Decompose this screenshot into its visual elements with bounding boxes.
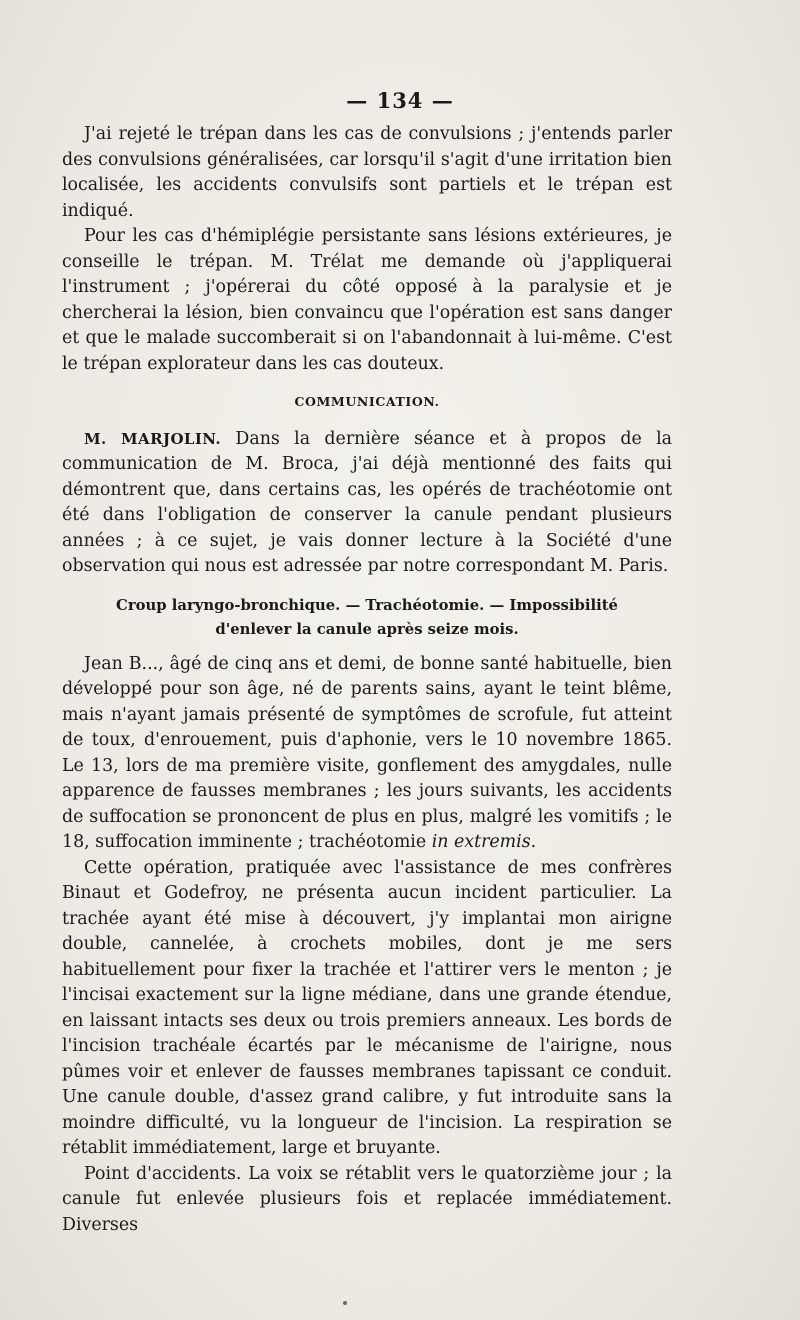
case-paragraph-1-text: Jean B..., âgé de cinq ans et demi, de bonne santé habituelle, bien développé pour son âge, né de parents sains, ayant le teint blême, mais n'ayant jamais présenté de symptômes de scrofule, fut atteint de toux, d'enrouement, puis d'aphonie, vers le 10 novembre 1865. Le 13, lors de ma première visite, gonflement des amygdales, nulle apparence de fausses membranes ; les jours suivants, les accidents de suffocation se prononcent de plus en plus, malgré les vomitifs ; le 18, suffocation imminente ; trachéotomie: [62, 653, 672, 852]
case-title-line-2: d'enlever la canule après seize mois.: [215, 620, 519, 638]
case-paragraph-1-italic: in extremis.: [431, 832, 537, 852]
intro-paragraph-1: J'ai rejeté le trépan dans les cas de convulsions ; j'entends parler des convulsions généralisées, car lorsqu'il s'agit d'une irritation bien localisée, les accidents convulsifs sont partiels et le trépan est indiqué.: [62, 124, 672, 221]
case-title-line-1: Croup laryngo-bronchique. — Trachéotomie. — Impossibilité: [116, 596, 618, 614]
ink-speck: [343, 1301, 347, 1305]
case-paragraph-3: Point d'accidents. La voix se rétablit vers le quatorzième jour ; la canule fut enlevée plusieurs fois et replacée immédiatement. Diverses: [62, 1163, 672, 1235]
case-paragraph-2: Cette opération, pratiquée avec l'assistance de mes confrères Binaut et Godefroy, ne présenta aucun incident particulier. La trachée ayant été mise à découvert, j'y implantai mon airigne double, cannelée, à crochets mobiles, dont je me sers habituellement pour fixer la trachée et l'attirer vers le menton ; je l'incisai exactement sur la ligne médiane, dans une grande étendue, en laissant intacts ses deux ou trois premiers anneaux. Les bords de l'incision trachéale écartés par le mécanisme de l'airigne, nous pûmes voir et enlever de fausses membranes tapissant ce conduit. Une canule double, d'assez grand calibre, y fut introduite sans la moindre difficulté, vu la longueur de l'incision. La respiration se rétablit immédiatement, large et bruyante.: [62, 857, 672, 1158]
page-body: [62, 122, 672, 1238]
speaker-name: M. MARJOLIN.: [84, 429, 222, 448]
communication-paragraph: [62, 427, 672, 580]
case-paragraph-1: [62, 652, 672, 856]
section-heading: COMMUNICATION.: [294, 394, 440, 409]
communication-text: Dans la dernière séance et à propos de la communication de M. Broca, j'ai déjà mentionné des faits qui démontrent que, dans certains cas, les opérés de trachéotomie ont été dans l'obligation de conserver la canule pendant plusieurs années ; à ce sujet, je vais donner lecture à la Société d'une observation qui nous est adressée par notre correspondant M. Paris.: [62, 428, 673, 576]
case-title: [62, 594, 672, 642]
intro-paragraph-2: Pour les cas d'hémiplégie persistante sans lésions extérieures, je conseille le trépan. M. Trélat me demande où j'appliquerai l'instrument ; j'opérerai du côté opposé à la paralysie et je chercherai la lésion, bien convaincu que l'opération est sans danger et que le malade succomberait si on l'abandonnait à lui-même. C'est le trépan explorateur dans les cas douteux.: [62, 226, 672, 374]
page-number: — 134 —: [346, 88, 454, 113]
